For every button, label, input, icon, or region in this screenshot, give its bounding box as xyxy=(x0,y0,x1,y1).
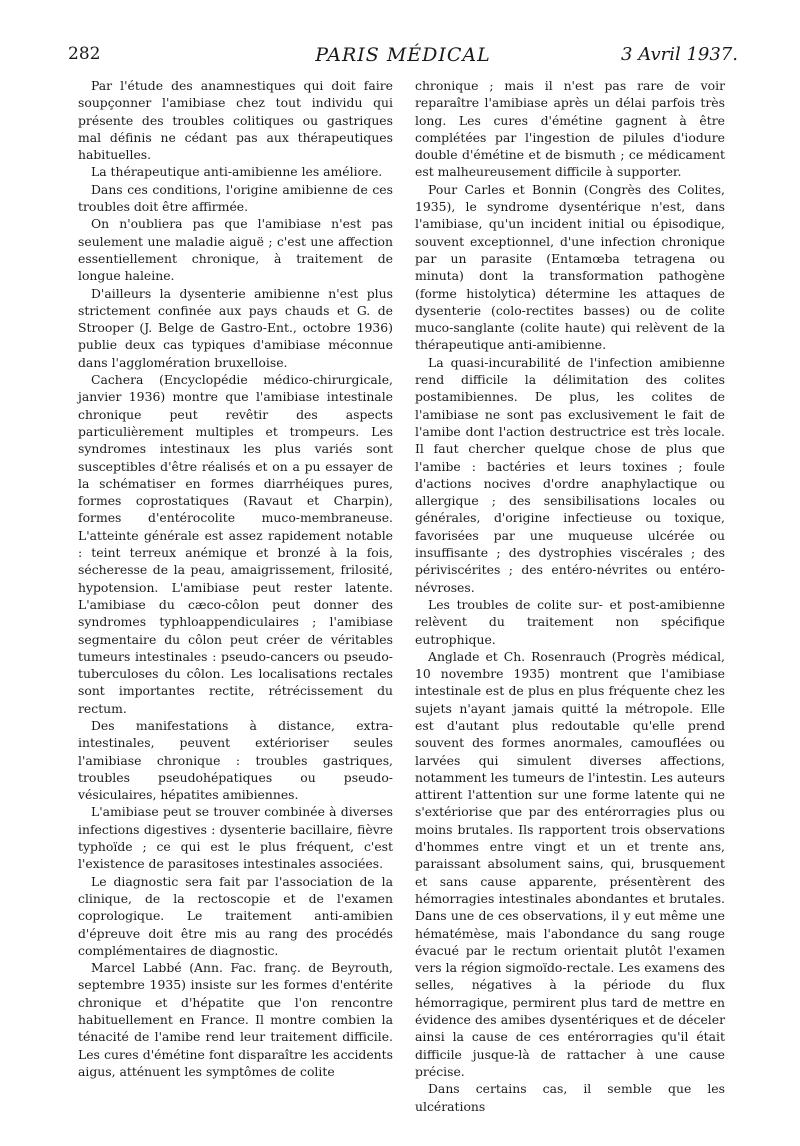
paragraph: La quasi-incurabilité de l'infection amibienne rend difficile la délimitation des colites postamibiennes. De plus, les colites de l'amibiase ne sont pas exclusivement le fait de l'amibe dont l'action destructrice est très locale. Il faut chercher quelque chose de plus que l'amibe : bactéries et leurs toxines ; foule d'actions nocives d'ordre anaphylactique ou allergique ; des sensibilisations locales ou générales, d'origine infectieuse ou toxique, favorisées par une muqueuse ulcérée ou insuffisante ; des dystrophies viscérales ; des périviscérites ; des entéro-névrites ou entéro-névroses. xyxy=(415,354,725,595)
paragraph: Des manifestations à distance, extra-intestinales, peuvent extérioriser seules l'amibiase chronique : troubles gastriques, troubles pseudohépatiques ou pseudo-vésiculaires, hépatites amibiennes. xyxy=(78,717,393,803)
journal-title: PARIS MÉDICAL xyxy=(315,44,491,66)
page-number: 282 xyxy=(68,44,101,64)
right-column xyxy=(415,77,725,1115)
paragraph: Marcel Labbé (Ann. Fac. franç. de Beyrouth, septembre 1935) insiste sur les formes d'entérite chronique et d'hépatite que l'on rencontre habituellement en France. Il montre combien la ténacité de l'amibe rend leur traitement difficile. Les cures d'émétine font disparaître les accidents aigus, atténuent les symptômes de colite xyxy=(78,960,393,1079)
paragraph: Anglade et Ch. Rosenrauch (Progrès médical, 10 novembre 1935) montrent que l'amibiase intestinale est de plus en plus fréquente chez les sujets n'ayant jamais quitté la métropole. Elle est d'autant plus redoutable qu'elle prend souvent des formes anormales, camouflées ou larvées qui simulent diverses affections, notamment les tumeurs de l'intestin. Les auteurs attirent l'attention sur une forme latente qui ne s'extériorise que par des entérorragies plus ou moins brutales. Ils rapportent trois observations d'hommes entre vingt et un et trente ans, paraissant absolument sains, qui, brusquement et sans cause apparente, présentèrent des hémorragies intestinales abondantes et brutales. Dans une de ces observations, il y eut même une hématémèse, mais l'abondance du sang rouge évacué par le rectum orientait plutôt l'examen vers la région sigmoïdo-rectale. Les examens des selles, négatives à la période du flux hémorragique, permirent plus tard de mettre en évidence des amibes dysentériques et de déceler ainsi la cause de ces entérorragies qu'il était difficile jusque-là de rattacher à une cause précise. xyxy=(415,648,725,1079)
running-header xyxy=(68,44,738,74)
paragraph: Le diagnostic sera fait par l'association de la clinique, de la rectoscopie et de l'examen coprologique. Le traitement anti-amibien d'épreuve doit être mis au rang des procédés complémentaires de diagnostic. xyxy=(78,873,393,958)
left-column xyxy=(78,77,393,1080)
paragraph: Par l'étude des anamnestiques qui doit faire soupçonner l'amibiase chez tout individu qui présente des troubles colitiques ou gastriques mal définis ne cédant pas aux thérapeutiques habituelles. xyxy=(78,78,393,163)
paragraph: Les troubles de colite sur- et post-amibienne relèvent du traitement non spécifique eutrophique. xyxy=(415,596,725,647)
paragraph: D'ailleurs la dysenterie amibienne n'est plus strictement confinée aux pays chauds et G. de Strooper (J. Belge de Gastro-Ent., octobre 1936) publie deux cas typiques d'amibiase méconnue dans l'agglomération bruxelloise. xyxy=(78,285,393,370)
paragraph: Pour Carles et Bonnin (Congrès des Colites, 1935), le syndrome dysentérique n'est, dans l'amibiase, qu'un incident initial ou épisodique, souvent exceptionnel, d'une infection chronique par un parasite (Entamœba tetragena ou minuta) dont la transformation pathogène (forme histolytica) détermine les attaques de dysenterie (colo-rectites basses) ou de colite muco-sanglante (colite haute) qui relèvent de la thérapeutique anti-amibienne. xyxy=(415,181,725,353)
paragraph: chronique ; mais il n'est pas rare de voir reparaître l'amibiase après un délai parfois très long. Les cures d'émétine gagnent à être complétées par l'ingestion de pilules d'iodure double d'émétine et de bismuth ; ce médicament est malheureusement difficile à supporter. xyxy=(415,78,725,180)
paragraph: Dans ces conditions, l'origine amibienne de ces troubles doit être affirmée. xyxy=(78,181,393,215)
paragraph: Dans certains cas, il semble que les ulcérations xyxy=(415,1081,725,1114)
issue-date: 3 Avril 1937. xyxy=(621,44,738,65)
paragraph: Cachera (Encyclopédie médico-chirurgicale, janvier 1936) montre que l'amibiase intestinale chronique peut revêtir des aspects particulièrement multiples et trompeurs. Les syndromes intestinaux les plus variés sont susceptibles d'être réalisés et on a pu essayer de la schématiser en formes diarrhéiques pures, formes coprostatiques (Ravaut et Charpin), formes d'entérocolite muco-membraneuse. L'atteinte générale est assez rapidement notable : teint terreux anémique et bronzé à la fois, sécheresse de la peau, amaigrissement, frilosité, hypotension. L'amibiase peut rester latente. L'amibiase du cæco-côlon peut donner des syndromes typhloappendiculaires ; l'amibiase segmentaire du côlon peut créer de véritables tumeurs intestinales : pseudo-cancers ou pseudo-tuberculoses du côlon. Les localisations rectales sont importantes rectite, rétrécissement du rectum. xyxy=(78,372,393,716)
paragraph: La thérapeutique anti-amibienne les améliore. xyxy=(91,164,383,180)
paragraph: On n'oubliera pas que l'amibiase n'est pas seulement une maladie aiguë ; c'est une affection essentiellement chronique, à traitement de longue haleine. xyxy=(78,216,393,284)
paragraph: L'amibiase peut se trouver combinée à diverses infections digestives : dysenterie bacillaire, fièvre typhoïde ; ce qui est le plus fréquent, c'est l'existence de parasitoses intestinales associées. xyxy=(78,804,393,872)
